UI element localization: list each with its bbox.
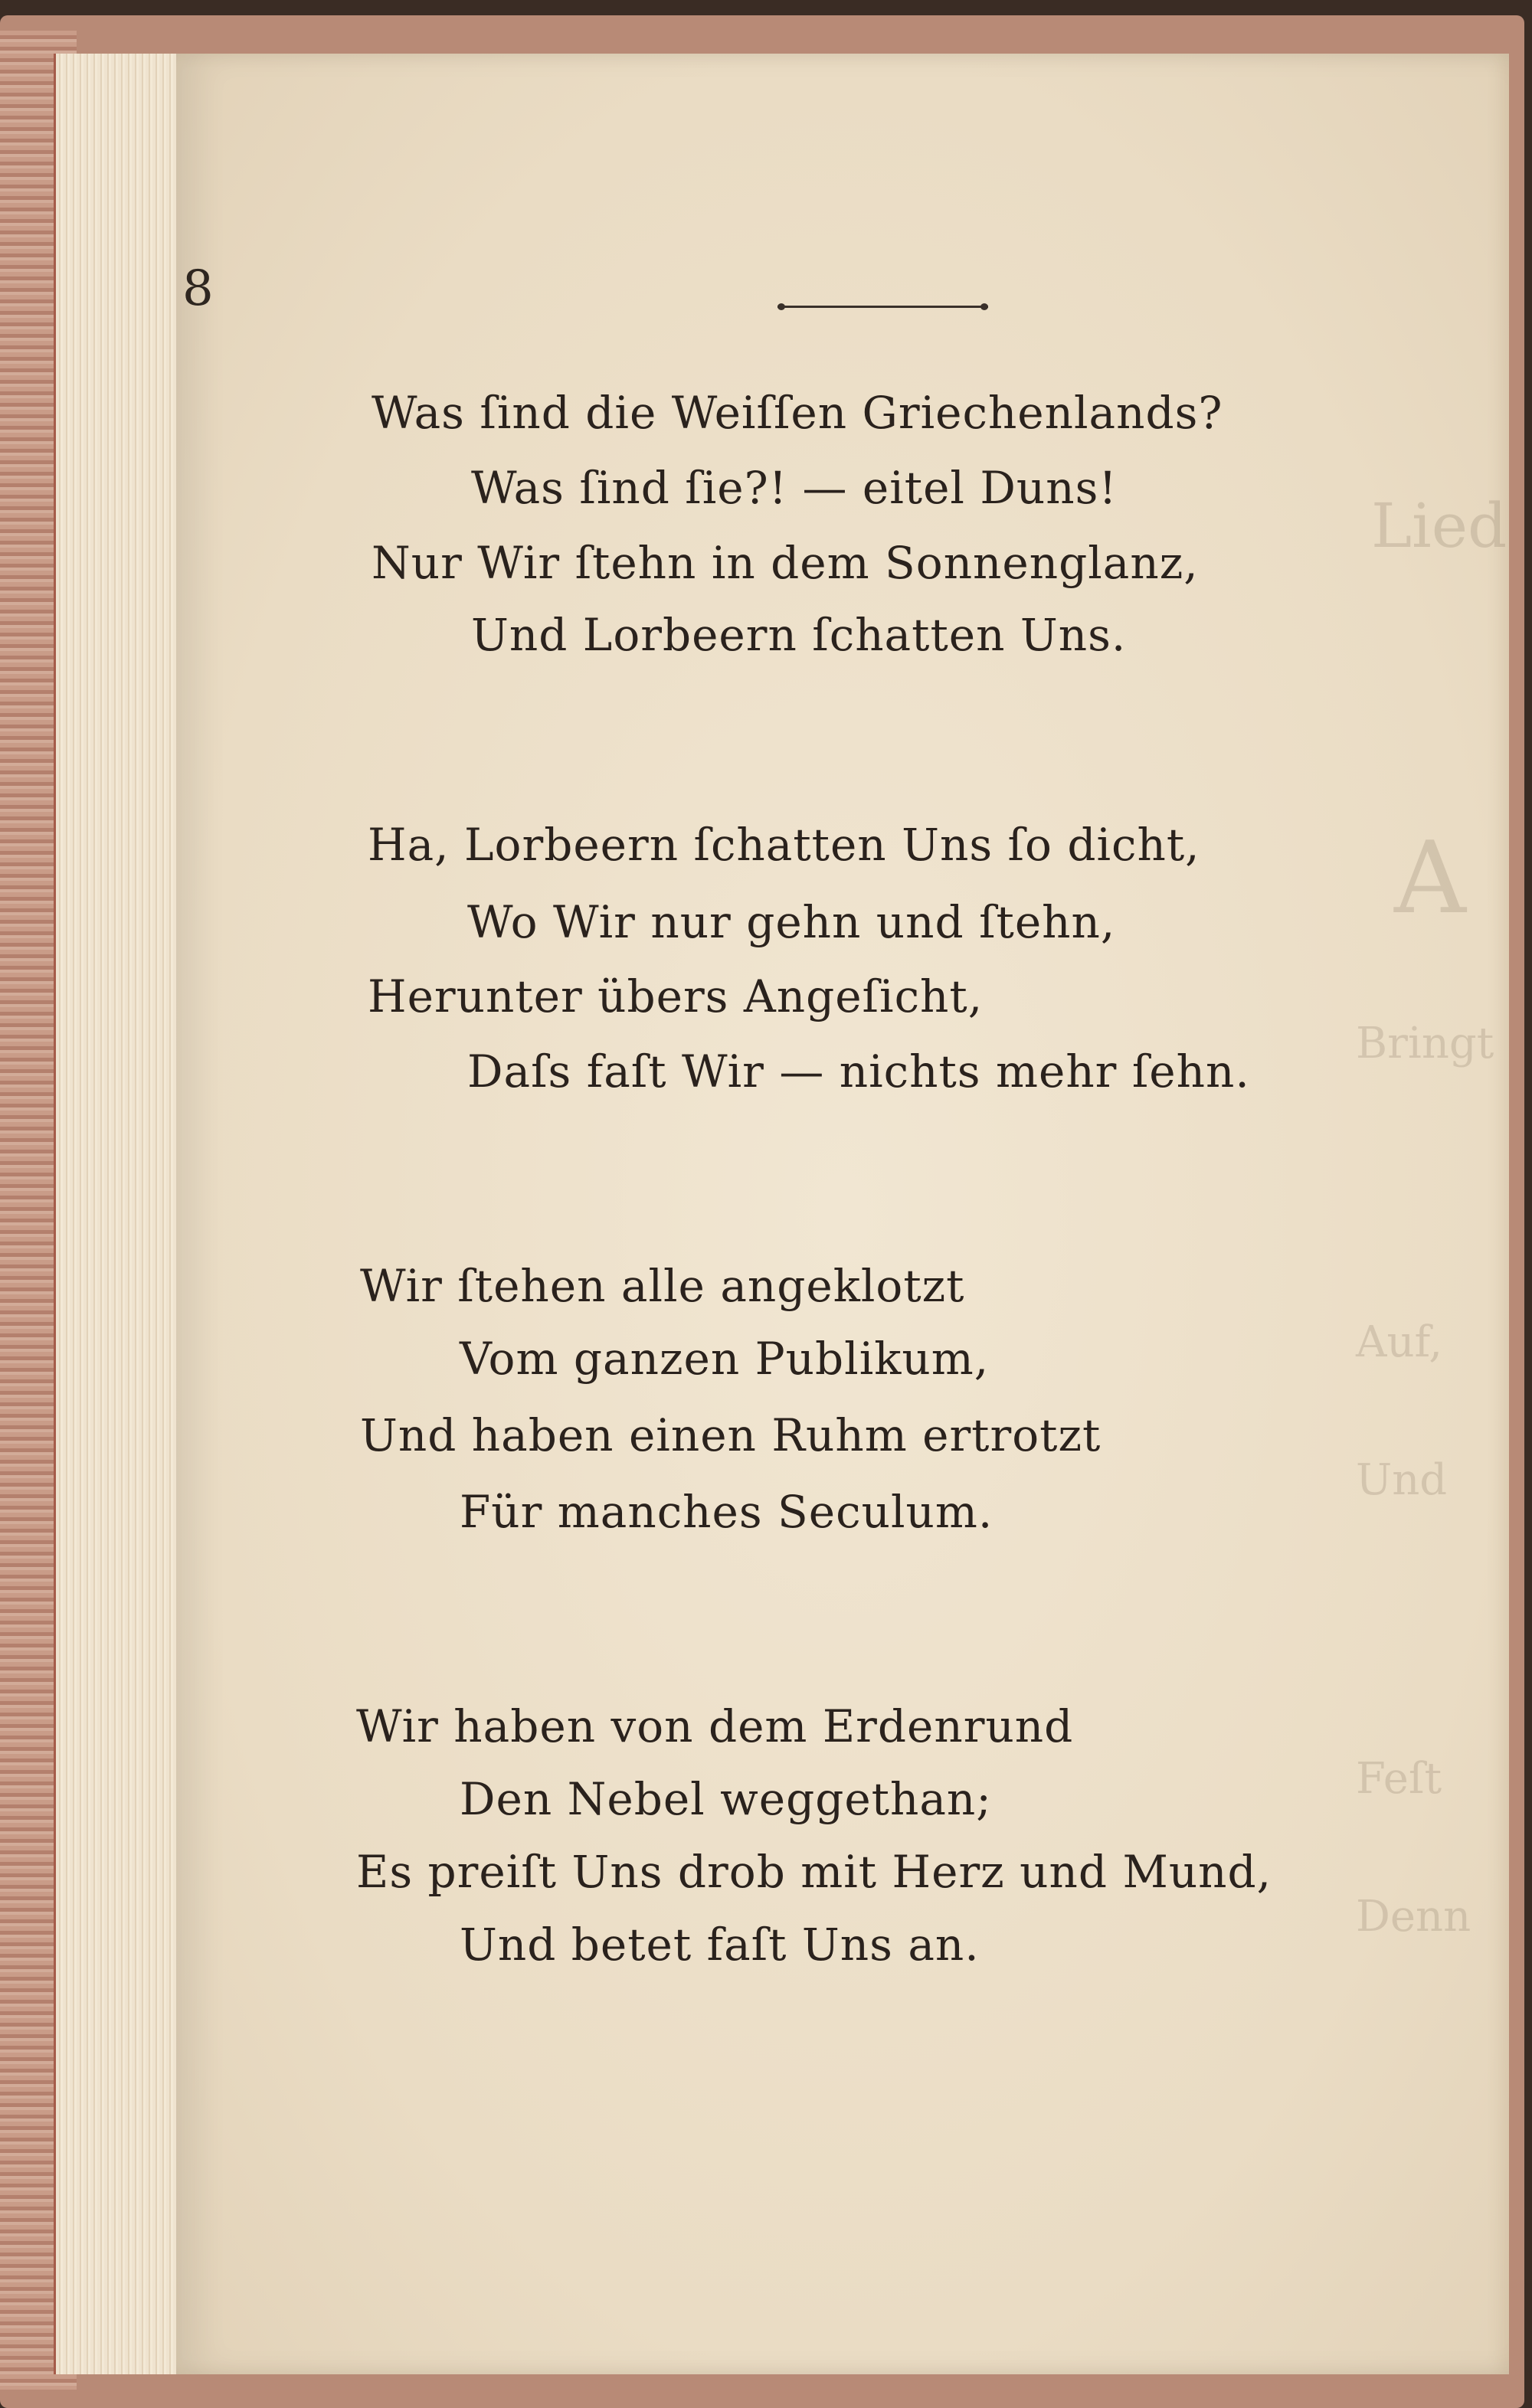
- verse-line: Herunter übers Angeſicht,: [368, 970, 984, 1022]
- show-through-decoration: Lied: [1371, 490, 1507, 561]
- verse-line: Was ſind die Weiſſen Griechenlands?: [372, 387, 1223, 439]
- verse-line: Und betet faſt Uns an.: [460, 1919, 980, 1971]
- verse-line: Und Lorbeern ſchatten Uns.: [471, 609, 1127, 661]
- verse-line: Wir haben von dem Erdenrund: [356, 1700, 1074, 1752]
- verse-line: Den Nebel weggethan;: [460, 1773, 992, 1825]
- verse-line: Wo Wir nur gehn und ſtehn,: [467, 896, 1116, 948]
- verse-line: Wir ſtehen alle angeklotzt: [360, 1260, 965, 1312]
- show-through-decoration: Feſt: [1356, 1754, 1442, 1804]
- verse-line: Daſs faſt Wir — nichts mehr ſehn.: [467, 1045, 1250, 1098]
- page-number: 8: [182, 260, 214, 317]
- verse-line: Und haben einen Ruhm ertrotzt: [360, 1409, 1102, 1461]
- verse-line: Es preiſt Uns drob mit Herz und Mund,: [356, 1846, 1272, 1898]
- verse-line: Was ſind ſie?! — eitel Duns!: [471, 462, 1118, 514]
- verse-line: Nur Wir ſtehn in dem Sonnenglanz,: [372, 537, 1199, 589]
- show-through-decoration: Bringt: [1356, 1019, 1494, 1068]
- verse-line: Für manches Seculum.: [460, 1486, 994, 1538]
- show-through-decoration: Auf,: [1356, 1317, 1443, 1367]
- show-through-decoration: Und: [1356, 1455, 1448, 1505]
- show-through-decoration: A: [1394, 820, 1466, 936]
- page-block-edges: [54, 54, 186, 2374]
- header-ornament-rule: [777, 303, 988, 310]
- verse-line: Ha, Lorbeern ſchatten Uns ſo dicht,: [368, 819, 1200, 871]
- show-through-decoration: Denn: [1356, 1892, 1471, 1942]
- verse-line: Vom ganzen Publikum,: [460, 1333, 990, 1385]
